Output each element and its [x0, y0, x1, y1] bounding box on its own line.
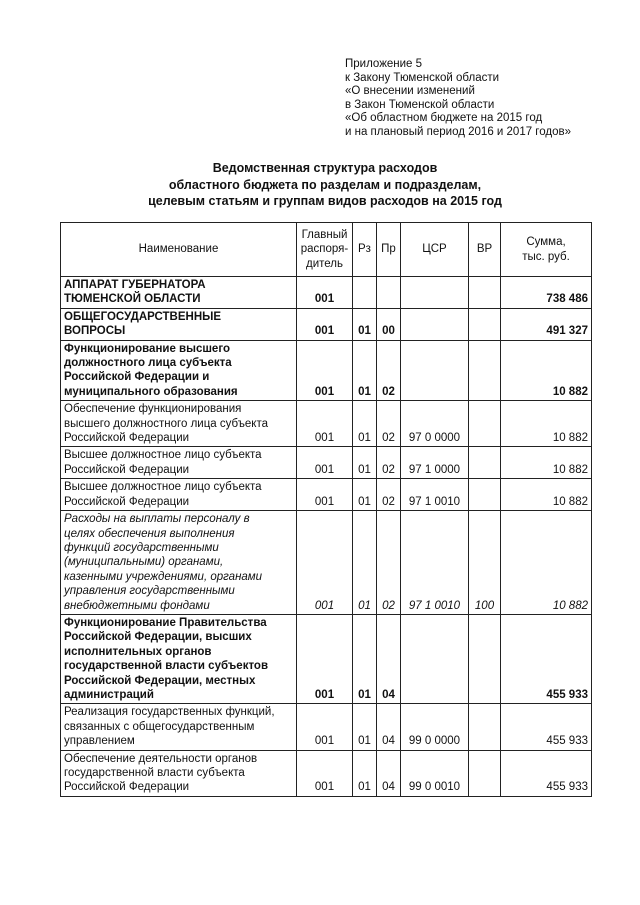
row-pr: 04 [377, 704, 401, 750]
row-csr [401, 277, 469, 309]
header-row [61, 223, 592, 277]
row-rz: 01 [353, 447, 377, 479]
title-line: Ведомственная структура расходов [212, 161, 438, 175]
header-section: Рз [353, 223, 377, 277]
row-vr [469, 479, 501, 511]
appendix-line: Приложение 5 [345, 58, 423, 70]
row-gr: 001 [297, 479, 353, 511]
row-vr [469, 340, 501, 401]
row-vr [469, 308, 501, 340]
row-sum: 10 882 [501, 479, 592, 511]
row-gr: 001 [297, 511, 353, 615]
table-row [61, 704, 592, 750]
row-pr: 04 [377, 750, 401, 796]
row-pr: 04 [377, 614, 401, 703]
appendix-line: к Закону Тюменской области [345, 71, 500, 84]
row-pr: 02 [377, 340, 401, 401]
row-sum: 491 327 [501, 308, 592, 340]
row-csr [401, 308, 469, 340]
row-sum: 455 933 [501, 614, 592, 703]
row-gr: 001 [297, 340, 353, 401]
title-line: областного бюджета по разделам и подразделам, [168, 177, 482, 192]
row-gr: 001 [297, 614, 353, 703]
row-sum: 455 933 [501, 750, 592, 796]
row-csr [401, 614, 469, 703]
row-csr: 97 1 0010 [401, 479, 469, 511]
row-pr: 02 [377, 401, 401, 447]
row-sum: 10 882 [501, 447, 592, 479]
header-sum: Сумма, тыс. руб. [501, 223, 592, 277]
row-sum: 10 882 [501, 401, 592, 447]
table-row [61, 447, 592, 479]
row-pr: 02 [377, 447, 401, 479]
table-row [61, 614, 592, 703]
row-gr: 001 [297, 447, 353, 479]
row-rz: 01 [353, 401, 377, 447]
row-vr [469, 750, 501, 796]
table-row [61, 479, 592, 511]
header-main-manager: Главный распоря- дитель [297, 223, 353, 277]
row-csr [401, 340, 469, 401]
row-csr: 99 0 0000 [401, 704, 469, 750]
appendix-note [345, 58, 571, 140]
row-vr [469, 614, 501, 703]
header-target-article: ЦСР [401, 223, 469, 277]
row-vr: 100 [469, 511, 501, 615]
appendix-line: «Об областном бюджете на 2015 год [345, 112, 543, 125]
table-row [61, 277, 592, 309]
row-pr: 02 [377, 511, 401, 615]
row-rz: 01 [353, 308, 377, 340]
row-sum: 455 933 [501, 704, 592, 750]
row-rz: 01 [353, 479, 377, 511]
row-name: Расходы на выплаты персоналу в целях обеспечения выполнения функций государственными (муниципальными) органами, казенными учреждениями, органами управления государственными внебюджетными фондами [61, 511, 297, 615]
row-gr: 001 [297, 277, 353, 309]
row-vr [469, 277, 501, 309]
row-name: Обеспечение деятельности органов государственной власти субъекта Российской Федерации [61, 750, 297, 796]
row-rz: 01 [353, 704, 377, 750]
row-rz: 01 [353, 614, 377, 703]
appendix-line: в Закон Тюменской области [345, 98, 495, 111]
row-gr: 001 [297, 750, 353, 796]
appendix-line: и на плановый период 2016 и 2017 годов» [345, 125, 571, 138]
table-row [61, 511, 592, 615]
header-subsection: Пр [377, 223, 401, 277]
row-vr [469, 401, 501, 447]
row-rz: 01 [353, 750, 377, 796]
table-row [61, 340, 592, 401]
row-name: Функционирование высшего должностного лица субъекта Российской Федерации и муниципального образования [61, 340, 297, 401]
table-row [61, 401, 592, 447]
row-gr: 001 [297, 401, 353, 447]
header-name: Наименование [61, 223, 297, 277]
row-csr: 97 1 0000 [401, 447, 469, 479]
row-name: Реализация государственных функций, связанных с общегосударственным управлением [61, 704, 297, 750]
document-title [60, 160, 590, 210]
row-pr: 02 [377, 479, 401, 511]
row-csr: 99 0 0010 [401, 750, 469, 796]
header-expense-type: ВР [469, 223, 501, 277]
table-row [61, 308, 592, 340]
row-pr [377, 277, 401, 309]
row-pr: 00 [377, 308, 401, 340]
budget-table [60, 222, 592, 797]
title-line: целевым статьям и группам видов расходов на 2015 год [148, 194, 502, 208]
table-row [61, 750, 592, 796]
row-vr [469, 447, 501, 479]
row-name: АППАРАТ ГУБЕРНАТОРА ТЮМЕНСКОЙ ОБЛАСТИ [61, 277, 297, 309]
row-name: Функционирование Правительства Российской Федерации, высших исполнительных органов государственной власти субъектов Российской Федерации, местных администраций [61, 614, 297, 703]
row-rz [353, 277, 377, 309]
row-name: Обеспечение функционирования высшего должностного лица субъекта Российской Федерации [61, 401, 297, 447]
row-vr [469, 704, 501, 750]
row-sum: 10 882 [501, 511, 592, 615]
row-sum: 738 486 [501, 277, 592, 309]
row-name: ОБЩЕГОСУДАРСТВЕННЫЕ ВОПРОСЫ [61, 308, 297, 340]
row-csr: 97 1 0010 [401, 511, 469, 615]
row-rz: 01 [353, 511, 377, 615]
row-rz: 01 [353, 340, 377, 401]
appendix-line: «О внесении изменений [345, 85, 475, 98]
row-name: Высшее должностное лицо субъекта Российской Федерации [61, 479, 297, 511]
row-gr: 001 [297, 308, 353, 340]
row-name: Высшее должностное лицо субъекта Российской Федерации [61, 447, 297, 479]
row-sum: 10 882 [501, 340, 592, 401]
row-gr: 001 [297, 704, 353, 750]
row-csr: 97 0 0000 [401, 401, 469, 447]
